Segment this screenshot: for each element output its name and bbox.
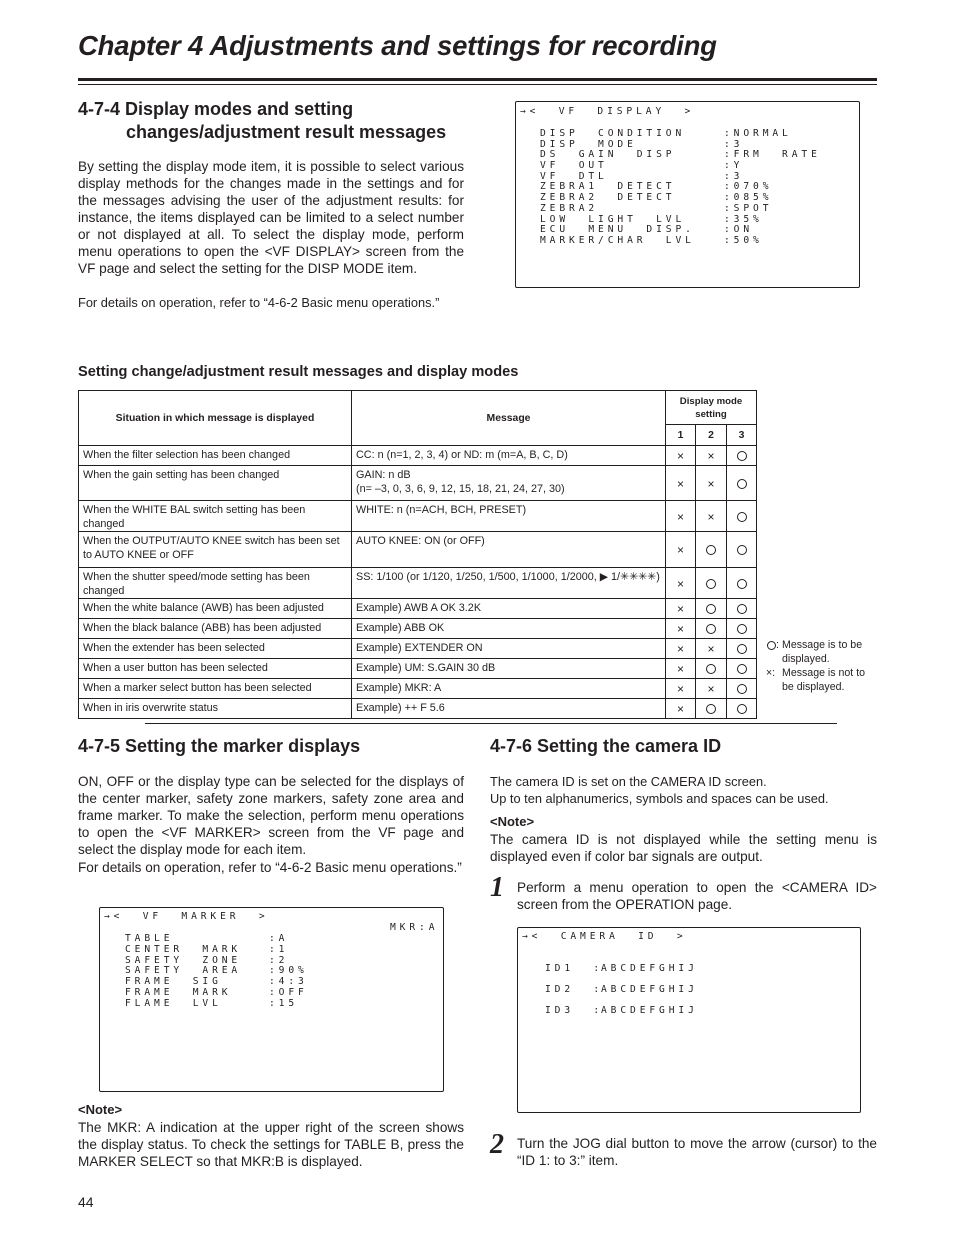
mode-3-cell xyxy=(727,466,757,501)
cross-icon: × xyxy=(676,449,684,464)
table-subheading: Setting change/adjustment result messages and display modes xyxy=(78,364,519,380)
situation-cell: When a marker select button has been selected xyxy=(79,679,352,699)
col-header-mode-2: 2 xyxy=(696,425,727,446)
col-header-message: Message xyxy=(352,391,666,446)
circle-icon xyxy=(737,512,747,522)
cross-icon: × xyxy=(676,476,684,491)
mode-1-cell xyxy=(666,466,696,501)
section-474-heading xyxy=(78,98,446,144)
camera-id-title: →< CAMERA ID > xyxy=(522,931,687,942)
circle-icon xyxy=(737,704,747,714)
col-header-mode-1: 1 xyxy=(666,425,696,446)
message-table-body xyxy=(79,446,757,719)
circle-icon xyxy=(706,704,716,714)
chapter-title: Chapter 4 Adjustments and settings for recording xyxy=(78,30,717,61)
cross-icon: × xyxy=(707,476,715,491)
message-text: Example) UM: S.GAIN 30 dB xyxy=(356,662,496,674)
message-cell xyxy=(352,532,666,568)
camera-id-row-value: ABCDEFGHIJ xyxy=(601,984,698,995)
section-476-note-text: The camera ID is not displayed while the setting menu is displayed even if color bar signals are output. xyxy=(490,832,877,864)
mode-1-cell xyxy=(666,501,696,532)
situation-cell: When the OUTPUT/AUTO KNEE switch has been set to AUTO KNEE or OFF xyxy=(79,532,352,568)
page-number: 44 xyxy=(78,1194,94,1210)
mode-2-cell xyxy=(696,446,727,466)
message-text-2: (n= –3, 0, 3, 6, 9, 12, 15, 18, 21, 24, 27, 30) xyxy=(356,483,565,495)
circle-icon xyxy=(706,624,716,634)
step-2-number: 2 xyxy=(490,1129,504,1160)
situation-cell: When the extender has been selected xyxy=(79,639,352,659)
table-row xyxy=(79,568,757,599)
message-text: CC: n (n=1, 2, 3, 4) or ND: m (m=A, B, C, D) xyxy=(356,449,568,461)
mode-3-cell xyxy=(727,599,757,619)
circle-icon xyxy=(706,545,716,555)
message-text: Example) ABB OK xyxy=(356,622,445,634)
vf-display-row xyxy=(540,236,850,247)
vf-marker-row-value: :90% xyxy=(269,965,308,977)
vf-display-title: →< VF DISPLAY > xyxy=(520,106,695,117)
message-cell xyxy=(352,699,666,719)
table-row xyxy=(79,532,757,568)
mode-1-cell xyxy=(666,639,696,659)
mode-3-cell xyxy=(727,659,757,679)
mode-2-cell xyxy=(696,659,727,679)
message-cell xyxy=(352,679,666,699)
vf-display-row-value: :085% xyxy=(724,192,773,204)
section-separator xyxy=(145,723,837,724)
message-cell xyxy=(352,501,666,532)
table-row xyxy=(79,699,757,719)
col-header-mode-3: 3 xyxy=(727,425,757,446)
cross-icon: × xyxy=(707,449,715,464)
message-cell xyxy=(352,619,666,639)
vf-marker-row-value: :2 xyxy=(269,954,289,966)
circle-icon xyxy=(737,479,747,489)
cross-icon: × xyxy=(676,682,684,697)
header-rule-thin xyxy=(78,84,877,85)
mode-2-cell xyxy=(696,679,727,699)
vf-display-row-label: VF DTL xyxy=(540,170,608,182)
col-header-display-mode: Display mode setting xyxy=(666,391,757,425)
vf-marker-status: MKR:A xyxy=(390,922,439,933)
section-476-heading: 4-7-6 Setting the camera ID xyxy=(490,736,722,756)
message-text: Example) MKR: A xyxy=(356,682,442,694)
message-table-wrapper xyxy=(78,390,757,719)
mode-1-cell xyxy=(666,599,696,619)
vf-marker-rows xyxy=(125,934,425,1010)
vf-marker-row-value: :4:3 xyxy=(269,976,308,988)
circle-icon xyxy=(706,604,716,614)
circle-icon xyxy=(737,664,747,674)
legend-cross-text-1: Message is not to xyxy=(782,667,866,679)
message-text: GAIN: n dB xyxy=(356,469,411,481)
legend-cross xyxy=(766,666,886,694)
cross-icon: × xyxy=(676,622,684,637)
legend-circle-text-1: Message is to be xyxy=(782,639,863,651)
message-cell xyxy=(352,568,666,599)
vf-display-row-label: DISP CONDITION xyxy=(540,128,686,139)
mode-2-cell xyxy=(696,639,727,659)
col-header-situation: Situation in which message is displayed xyxy=(79,391,352,446)
mode-1-cell xyxy=(666,659,696,679)
mode-3-cell xyxy=(727,446,757,466)
step-2-text: Turn the JOG dial button to move the arrow (cursor) to the “ID 1: to 3:” item. xyxy=(517,1136,877,1168)
table-row xyxy=(79,466,757,501)
message-text: Example) ++ F 5.6 xyxy=(356,702,445,714)
mode-3-cell xyxy=(727,501,757,532)
camera-id-row xyxy=(545,985,845,1006)
vf-display-row-value: :3 xyxy=(724,138,744,150)
situation-cell: When the black balance (ABB) has been adjusted xyxy=(79,619,352,639)
camera-id-row-value: ABCDEFGHIJ xyxy=(601,963,698,974)
message-table xyxy=(78,390,757,719)
mode-1-cell xyxy=(666,699,696,719)
mode-2-cell xyxy=(696,466,727,501)
step-1-text: Perform a menu operation to open the <CAMERA ID> screen from the OPERATION page. xyxy=(517,880,877,912)
table-row xyxy=(79,659,757,679)
mode-1-cell xyxy=(666,679,696,699)
section-476-line2: Up to ten alphanumerics, symbols and spaces can be used. xyxy=(490,791,829,806)
vf-display-row-value: :3 xyxy=(724,170,744,182)
vf-marker-row xyxy=(125,999,425,1010)
legend-circle-sym: : xyxy=(776,639,779,651)
legend-circle xyxy=(766,638,886,666)
message-cell xyxy=(352,466,666,501)
mode-2-cell xyxy=(696,568,727,599)
vf-display-row-value: :35% xyxy=(724,213,763,225)
section-475-note-heading: <Note> xyxy=(78,1102,123,1117)
circle-icon xyxy=(737,644,747,654)
message-cell xyxy=(352,659,666,679)
table-row xyxy=(79,446,757,466)
vf-display-row-label: MARKER/CHAR LVL xyxy=(540,234,695,246)
vf-marker-screen xyxy=(99,907,444,1092)
vf-display-row-value: :ON xyxy=(724,224,754,236)
cross-icon: × xyxy=(676,662,684,677)
vf-display-row-label: DISP MODE xyxy=(540,138,637,150)
camera-id-row xyxy=(545,1006,845,1027)
section-476-note-heading: <Note> xyxy=(490,814,535,829)
mode-1-cell xyxy=(666,619,696,639)
vf-display-screen xyxy=(515,101,860,288)
vf-marker-row-value: :15 xyxy=(269,997,299,1009)
vf-display-rows xyxy=(540,129,850,247)
legend-cross-sym: ×: xyxy=(766,667,776,679)
situation-cell: When the gain setting has been changed xyxy=(79,466,352,501)
camera-id-row xyxy=(545,964,845,985)
message-cell xyxy=(352,446,666,466)
situation-cell: When in iris overwrite status xyxy=(79,699,352,719)
vf-display-row-label: VF OUT xyxy=(540,160,608,172)
vf-marker-row-label: FRAME SIG xyxy=(125,976,222,988)
situation-cell: When the WHITE BAL switch setting has been changed xyxy=(79,501,352,532)
camera-id-rows xyxy=(545,964,845,1027)
circle-icon xyxy=(706,579,716,589)
mode-2-cell xyxy=(696,699,727,719)
section-474-reference: For details on operation, refer to “4-6-2 Basic menu operations.” xyxy=(78,295,440,310)
mode-1-cell xyxy=(666,532,696,568)
step-1-number: 1 xyxy=(490,872,504,903)
message-cell xyxy=(352,639,666,659)
circle-icon xyxy=(737,545,747,555)
circle-icon xyxy=(737,604,747,614)
camera-id-row-value: ABCDEFGHIJ xyxy=(601,1005,698,1016)
message-text: Example) AWB A OK 3.2K xyxy=(356,602,482,614)
cross-icon: × xyxy=(676,702,684,717)
legend xyxy=(766,638,886,694)
vf-display-row-label: DS GAIN DISP xyxy=(540,149,676,161)
camera-id-screen xyxy=(517,927,861,1113)
vf-display-row xyxy=(540,204,850,215)
vf-marker-row-label: FRAME MARK xyxy=(125,986,232,998)
section-474-paragraph: By setting the display mode item, it is possible to select various display methods for the changes made in the settings and for the messages advising the user of the adjustment results: for instance, the items displayed can be limited to a select number or not displayed at all. To select the display mode, perform menu operations to open the <VF DISPLAY> screen from the VF page and select the setting for the DISP MODE item. xyxy=(78,159,464,276)
mode-3-cell xyxy=(727,619,757,639)
section-475-paragraph: ON, OFF or the display type can be selected for the displays of the center marker, safety zone markers, safety zone area and frame marker. To make the selection, perform menu operations to open the <VF MARKER> screen from the VF page and select the display mode for each item. xyxy=(78,774,464,857)
section-475-note-text: The MKR: A indication at the upper right of the screen shows the display status. To check the settings for TABLE B, press the MARKER SELECT so that MKR:B is displayed. xyxy=(78,1120,464,1169)
mode-3-cell xyxy=(727,568,757,599)
mode-3-cell xyxy=(727,699,757,719)
vf-marker-row-label: FLAME LVL xyxy=(125,997,222,1009)
mode-2-cell xyxy=(696,501,727,532)
message-text: SS: 1/100 (or 1/120, 1/250, 1/500, 1/1000, 1/2000, ▶ 1/✳✳✳✳) xyxy=(356,571,660,583)
situation-cell: When a user button has been selected xyxy=(79,659,352,679)
situation-cell: When the shutter speed/mode setting has been changed xyxy=(79,568,352,599)
vf-marker-row xyxy=(125,945,425,956)
cross-icon: × xyxy=(676,602,684,617)
circle-icon xyxy=(767,641,776,650)
table-row xyxy=(79,679,757,699)
vf-marker-row-label: SAFETY ZONE xyxy=(125,954,242,966)
cross-icon: × xyxy=(707,642,715,657)
vf-marker-row-value: :OFF xyxy=(269,986,308,998)
section-474-heading-line2: changes/adjustment result messages xyxy=(126,122,447,142)
section-475-reference: For details on operation, refer to “4-6-2 Basic menu operations.” xyxy=(78,860,462,875)
cross-icon: × xyxy=(707,509,715,524)
message-text: WHITE: n (n=ACH, BCH, PRESET) xyxy=(356,504,527,516)
table-row xyxy=(79,639,757,659)
message-cell xyxy=(352,599,666,619)
vf-display-row-label: ZEBRA2 xyxy=(540,202,599,214)
situation-cell: When the white balance (AWB) has been adjusted xyxy=(79,599,352,619)
table-row xyxy=(79,619,757,639)
table-row xyxy=(79,501,757,532)
cross-icon: × xyxy=(676,576,684,591)
message-text: Example) EXTENDER ON xyxy=(356,642,483,654)
cross-icon: × xyxy=(676,543,684,558)
vf-marker-row-value: :A xyxy=(269,933,289,944)
vf-display-row-value: :FRM RATE xyxy=(724,149,821,161)
message-text: AUTO KNEE: ON (or OFF) xyxy=(356,535,485,547)
vf-display-row-label: ZEBRA1 DETECT xyxy=(540,181,676,193)
mode-3-cell xyxy=(727,679,757,699)
vf-display-row-label: ECU MENU DISP. xyxy=(540,224,695,236)
vf-display-row-value: :50% xyxy=(724,234,763,246)
legend-circle-text-2: displayed. xyxy=(782,653,830,665)
legend-cross-text-2: be displayed. xyxy=(782,681,845,693)
camera-id-row-label: ID3 : xyxy=(545,1005,604,1016)
camera-id-row-label: ID1 : xyxy=(545,963,604,974)
mode-3-cell xyxy=(727,532,757,568)
section-475-heading: 4-7-5 Setting the marker displays xyxy=(78,736,361,756)
mode-3-cell xyxy=(727,639,757,659)
vf-display-row-value: :070% xyxy=(724,181,773,193)
mode-2-cell xyxy=(696,532,727,568)
vf-display-row-value: :Y xyxy=(724,160,744,172)
mode-1-cell xyxy=(666,568,696,599)
circle-icon xyxy=(737,624,747,634)
circle-icon xyxy=(737,684,747,694)
vf-marker-row-label: SAFETY AREA xyxy=(125,965,242,977)
mode-2-cell xyxy=(696,599,727,619)
vf-marker-title: →< VF MARKER > xyxy=(104,911,269,922)
vf-display-row-label: ZEBRA2 DETECT xyxy=(540,192,676,204)
vf-marker-row-label: TABLE xyxy=(125,933,174,944)
table-row xyxy=(79,599,757,619)
circle-icon xyxy=(706,664,716,674)
circle-icon xyxy=(737,579,747,589)
vf-marker-row-value: :1 xyxy=(269,943,289,955)
vf-display-row-label: LOW LIGHT LVL xyxy=(540,213,686,225)
cross-icon: × xyxy=(707,682,715,697)
mode-1-cell xyxy=(666,446,696,466)
header-rule-thick xyxy=(78,78,877,81)
vf-marker-row-label: CENTER MARK xyxy=(125,943,242,955)
camera-id-row-label: ID2 : xyxy=(545,984,604,995)
circle-icon xyxy=(737,451,747,461)
mode-2-cell xyxy=(696,619,727,639)
section-476-line1: The camera ID is set on the CAMERA ID screen. xyxy=(490,774,767,789)
cross-icon: × xyxy=(676,509,684,524)
vf-display-row-value: :SPOT xyxy=(724,202,773,214)
vf-display-row-value: :NORMAL xyxy=(724,128,792,139)
situation-cell: When the filter selection has been changed xyxy=(79,446,352,466)
cross-icon: × xyxy=(676,642,684,657)
section-474-heading-line1: 4-7-4 Display modes and setting xyxy=(78,99,354,119)
